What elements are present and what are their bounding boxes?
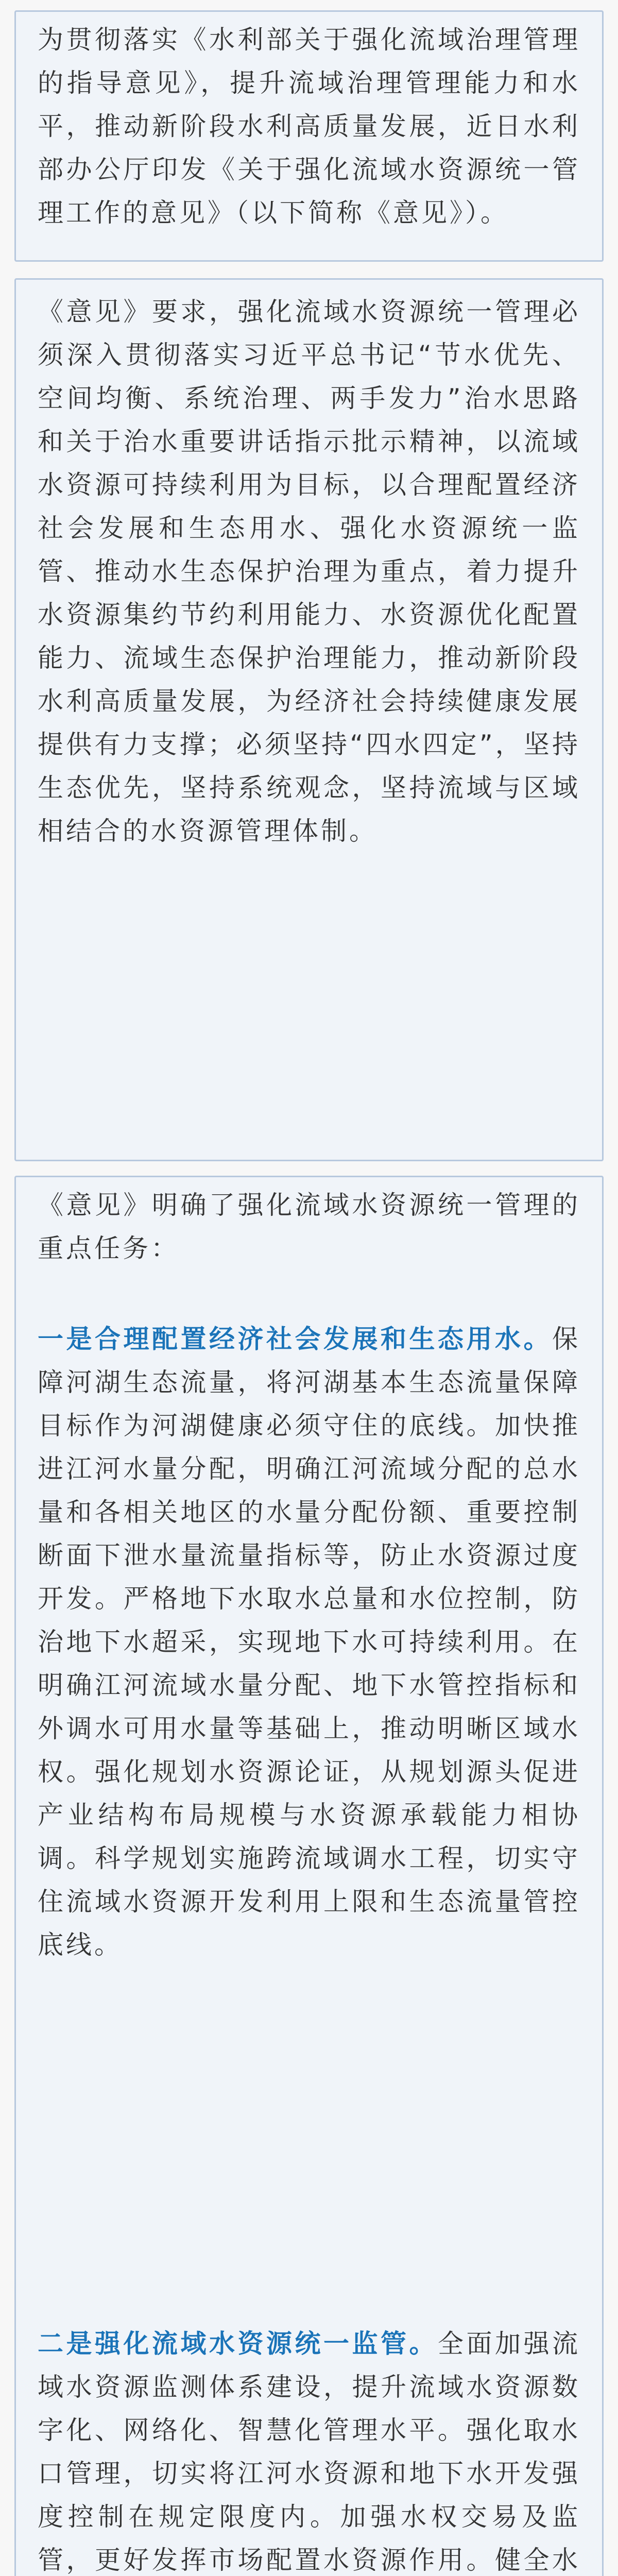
intro-card [14, 10, 604, 262]
task-1-body: 保障河湖生态流量，将河湖基本生态流量保障目标作为河湖健康必须守住的底线。加快推进江河水量分配，明确江河流域分配的总水量和各相关地区的水量分配份额、重要控制断面下泄水量流量指标等，防止水资源过度开发。严格地下水取水总量和水位控制，防治地下水超采，实现地下水可持续利用。在明确江河流域水量分配、地下水管控指标和外调水可用水量等基础上，推动明晰区域水权。强化规划水资源论证，从规划源头促进产业结构布局规模与水资源承载能力相协调。科学规划实施跨流域调水工程，切实守住流域水资源开发利用上限和生态流量管控底线。 [38, 1324, 580, 1960]
task-2-heading: 二是强化流域水资源统一监管。 [38, 2329, 438, 2359]
tasks-intro-paragraph: 《意见》明确了强化流域水资源统一管理的重点任务： [38, 1190, 580, 1263]
task-1-paragraph [38, 1317, 580, 1967]
requirements-card [14, 278, 604, 1161]
task-2-body: 全面加强流域水资源监测体系建设，提升流域水资源数字化、网络化、智慧化管理水平。强化取水口管理，切实将江河水资源和地下水开发强度控制在规定限度内。加强水权交易及监管，更好发挥市场配置水资源作用。健全水 [38, 2329, 580, 2575]
requirements-paragraph: 《意见》要求，强化流域水资源统一管理必须深入贯彻落实习近平总书记“节水优先、空间均衡、系统治理、两手发力”治水思路和关于治水重要讲话指示批示精神，以流域水资源可持续利用为目标，以合理配置经济社会发展和生态用水、强化水资源统一监管、推动水生态保护治理为重点，着力提升水资源集约节约利用能力、水资源优化配置能力、流域生态保护治理能力，推动新阶段水利高质量发展，为经济社会持续健康发展提供有力支撑；必须坚持“四水四定”，坚持生态优先，坚持系统观念，坚持流域与区域相结合的水资源管理体制。 [38, 297, 580, 846]
task-1-heading: 一是合理配置经济社会发展和生态用水。 [38, 1324, 552, 1354]
intro-paragraph: 为贯彻落实《水利部关于强化流域治理管理的指导意见》，提升流域治理管理能力和水平，推动新阶段水利高质量发展，近日水利部办公厅印发《关于强化流域水资源统一管理工作的意见》（以下简称《意见》）。 [38, 25, 580, 228]
task-2-paragraph [38, 2322, 580, 2576]
tasks-card [14, 1176, 604, 2576]
